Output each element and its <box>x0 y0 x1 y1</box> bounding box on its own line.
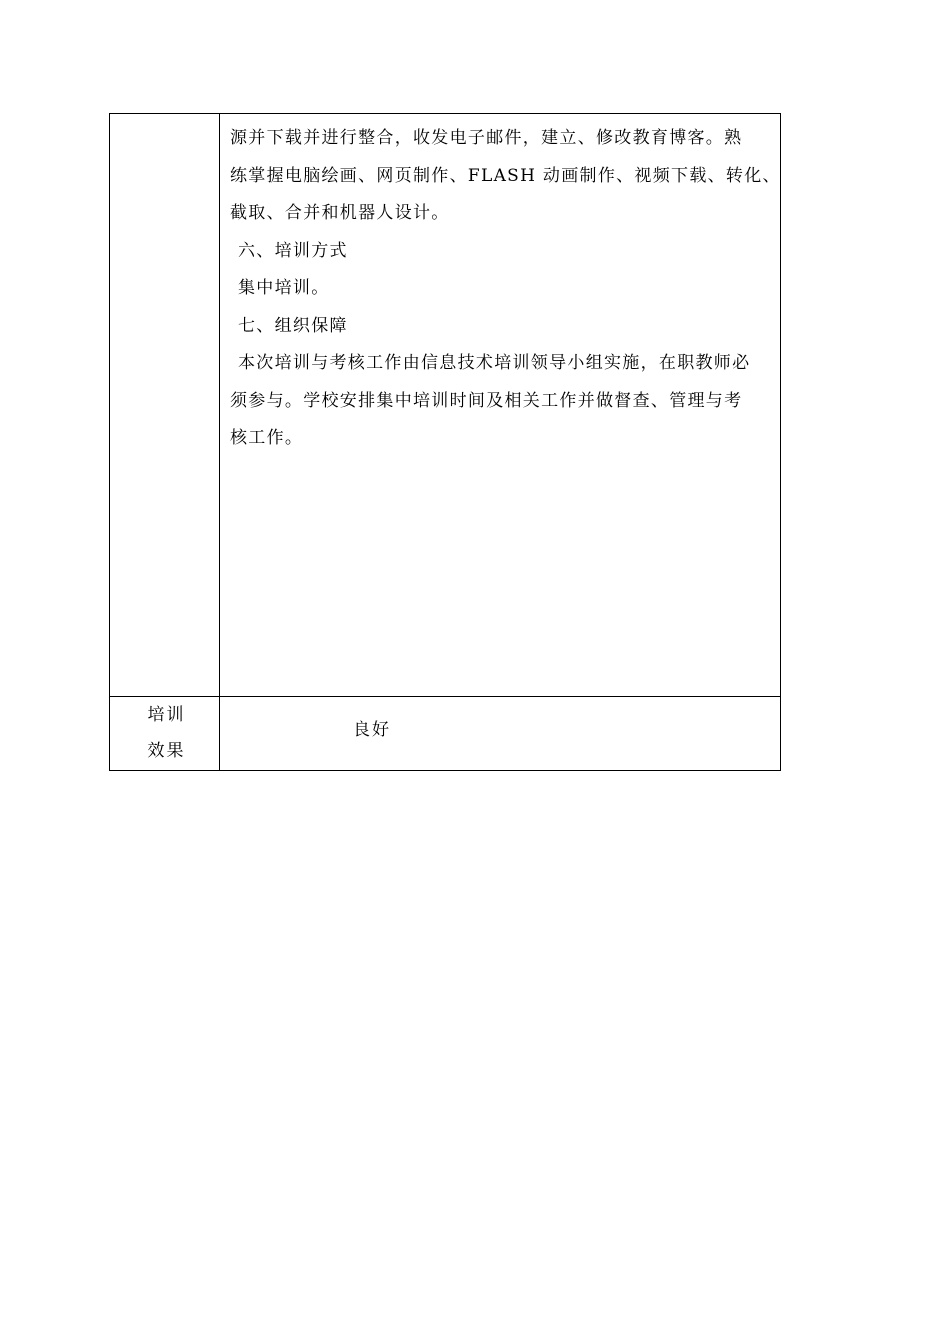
content-line: 须参与。学校安排集中培训时间及相关工作并做督查、管理与考 <box>230 390 743 411</box>
plan-content-text <box>230 120 781 458</box>
content-line: 截取、合并和机器人设计。 <box>230 203 450 223</box>
training-record-table <box>109 113 781 771</box>
section-heading-training-method: 六、培训方式 <box>238 240 348 261</box>
training-effect-value: 良好 <box>353 720 391 740</box>
content-line: 核工作。 <box>230 428 304 448</box>
section-heading-organization: 七、组织保障 <box>238 315 348 336</box>
content-line: 练掌握电脑绘画、网页制作、FLASH 动画制作、视频下载、转化、 <box>230 165 781 186</box>
label-line: 效果 <box>147 741 186 761</box>
label-line: 培训 <box>147 705 186 725</box>
training-effect-label <box>110 697 219 770</box>
column-divider <box>219 114 220 770</box>
content-line: 本次培训与考核工作由信息技术培训领导小组实施，在职教师必 <box>238 353 751 373</box>
content-line: 源并下载并进行整合，收发电子邮件，建立、修改教育博客。熟 <box>230 128 743 148</box>
plan-content-row <box>110 114 780 697</box>
training-effect-row <box>110 697 780 770</box>
content-line: 集中培训。 <box>238 278 330 298</box>
